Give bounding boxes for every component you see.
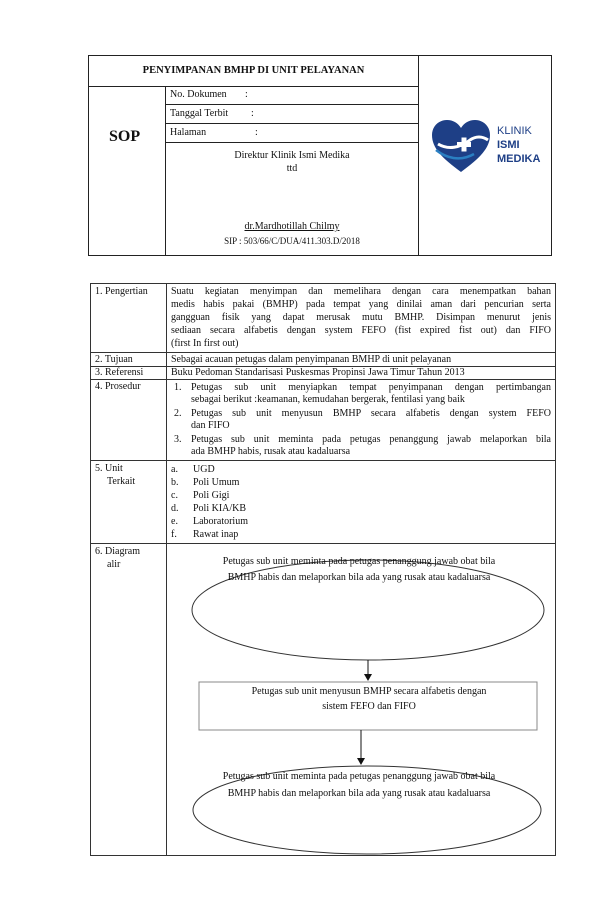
unit-name: Poli Umum bbox=[193, 477, 240, 488]
flow-arrow-2-head bbox=[357, 758, 365, 765]
flow-step-1-text: Petugas sub unit meminta pada petugas penanggung jawab obat bila bbox=[222, 556, 496, 567]
tujuan-label: 2. Tujuan bbox=[95, 354, 133, 365]
field-halaman: Halaman bbox=[170, 127, 207, 138]
diagram-label: 6. Diagram bbox=[95, 546, 140, 557]
unit-letter: d. bbox=[171, 503, 179, 514]
unit-terkait-label: Terkait bbox=[107, 476, 136, 487]
pengertian-line: medis habis pakai (BMHP) pada tempat yang dinilai aman dari pencurian serta bbox=[171, 299, 551, 310]
prosedur-item-text: Petugas sub unit menyusun BMHP secara alfabetis dengan system FEFO bbox=[191, 408, 551, 419]
prosedur-label: 4. Prosedur bbox=[95, 381, 141, 392]
unit-terkait-label: 5. Unit bbox=[95, 463, 123, 474]
pengertian-label: 1. Pengertian bbox=[95, 286, 148, 297]
flow-step-3-text: BMHP habis dan melaporkan bila ada yang rusak atau kadaluarsa bbox=[227, 788, 491, 799]
approver-note: ttd bbox=[286, 163, 298, 174]
prosedur-item-text: Petugas sub unit menyiapkan tempat penyimpanan dengan pertimbangan bbox=[191, 382, 551, 393]
unit-name: UGD bbox=[193, 464, 215, 475]
flow-step-1-text: BMHP habis dan melaporkan bila ada yang rusak atau kadaluarsa bbox=[227, 572, 491, 583]
unit-letter: b. bbox=[171, 477, 179, 488]
document-title: PENYIMPANAN BMHP DI UNIT PELAYANAN bbox=[142, 65, 365, 76]
pengertian-line: Suatu kegiatan menyimpan dan memelihara dengan cara menempatkan bahan bbox=[171, 286, 551, 297]
flow-step-2-text: Petugas sub unit menyusun BMHP secara alfabetis dengan bbox=[251, 686, 487, 697]
referensi-label: 3. Referensi bbox=[95, 367, 144, 378]
unit-name: Poli KIA/KB bbox=[193, 503, 247, 514]
prosedur-item-text: sebagai berikut :keamanan, kemudahan bergerak, fentilasi yang baik bbox=[191, 394, 465, 405]
sip-number: SIP : 503/66/C/DUA/411.303.D/2018 bbox=[224, 236, 360, 246]
unit-name: Rawat inap bbox=[193, 529, 239, 540]
prosedur-item-num: 3. bbox=[174, 434, 182, 445]
logo-line2: ISMI bbox=[497, 139, 520, 151]
logo-line1: KLINIK bbox=[497, 125, 532, 137]
prosedur-item-num: 2. bbox=[174, 408, 182, 419]
prosedur-item-text: ada BMHP habis, rusak atau kadaluarsa bbox=[191, 446, 351, 457]
pengertian-line: (first In first out) bbox=[171, 338, 239, 349]
flow-step-3-text: Petugas sub unit meminta pada petugas penanggung jawab obat bila bbox=[222, 771, 496, 782]
pengertian-line: sediaan secara alfabetis dengan system FEFO (fist expired fist out) dan FIFO bbox=[171, 325, 551, 336]
pengertian-line: gangguan fisik yang dapat merusak mutu BMHP. Disimpan menurut jenis bbox=[171, 312, 551, 323]
field-halaman-sep: : bbox=[255, 127, 258, 138]
diagram-label: alir bbox=[107, 559, 121, 570]
flow-step-2-text: sistem FEFO dan FIFO bbox=[322, 701, 416, 712]
unit-letter: f. bbox=[171, 529, 177, 540]
flow-arrow-1-head bbox=[364, 674, 372, 681]
tujuan-text: Sebagai acauan petugas dalam penyimpanan BMHP di unit pelayanan bbox=[171, 354, 452, 365]
field-no-dokumen-sep: : bbox=[245, 89, 248, 100]
unit-name: Poli Gigi bbox=[193, 490, 230, 501]
heart-medical-cross-icon bbox=[430, 118, 492, 176]
prosedur-item-text: Petugas sub unit meminta pada petugas penanggung jawab melaporkan bila bbox=[191, 434, 551, 445]
logo-line3: MEDIKA bbox=[497, 153, 541, 165]
sop-label: SOP bbox=[109, 128, 141, 145]
field-tanggal-terbit: Tanggal Terbit bbox=[170, 108, 229, 119]
field-no-dokumen: No. Dokumen bbox=[170, 89, 227, 100]
prosedur-item-text: dan FIFO bbox=[191, 420, 230, 431]
approver-name: dr.Mardhotillah Chilmy bbox=[244, 221, 340, 232]
field-tanggal-terbit-sep: : bbox=[251, 108, 254, 119]
unit-letter: c. bbox=[171, 490, 178, 501]
referensi-text: Buku Pedoman Standarisasi Puskesmas Propinsi Jawa Timur Tahun 2013 bbox=[171, 367, 465, 378]
unit-name: Laboratorium bbox=[193, 516, 248, 527]
prosedur-item-num: 1. bbox=[174, 382, 182, 393]
unit-letter: a. bbox=[171, 464, 178, 475]
unit-letter: e. bbox=[171, 516, 178, 527]
approver-title: Direktur Klinik Ismi Medika bbox=[234, 150, 350, 161]
